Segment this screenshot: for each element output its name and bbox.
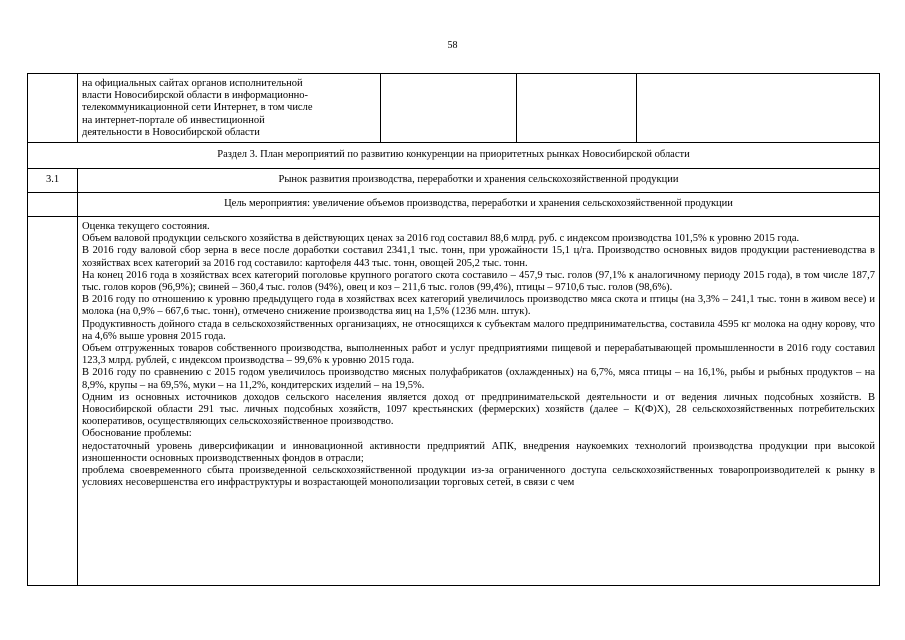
body-paragraph: На конец 2016 года в хозяйствах всех категорий поголовье крупного рогатого скота составило – 457,9 тыс. голов (97,1% к аналогичному периоду 2015 года), в том числе 187,7 тыс. голов коров (96,9%); свиней – 360,4 тыс. голов (94%), овец и коз – 211,6 тыс. голов (99,4%), птицы – 9710,6 тыс. голов (98,6%). [82, 269, 875, 294]
cell-empty [517, 74, 637, 143]
intro-line: деятельности в Новосибирской области [82, 126, 260, 138]
item-title: Рынок развития производства, переработки и хранения сельскохозяйственной продукции [78, 169, 880, 193]
cell-empty [637, 74, 880, 143]
body-paragraph: Объем валовой продукции сельского хозяйства в действующих ценах за 2016 год составил 88,6 млрд. руб. с индексом производства 101,5% к уровню 2015 года. [82, 233, 800, 245]
table-row-section [28, 143, 880, 169]
body-paragraph: Оценка текущего состояния. [82, 221, 210, 233]
item-number: 3.1 [28, 169, 78, 193]
intro-line: власти Новосибирской области в информационно- [82, 90, 309, 102]
intro-line: телекоммуникационной сети Интернет, в том числе [82, 102, 313, 114]
measures-table [27, 73, 880, 586]
body-paragraph: Продуктивность дойного стада в сельскохозяйственных организациях, не относящихся к субъектам малого предпринимательства, составила 4595 кг молока на одну корову, что на 4,6% выше уровня 2015 года. [82, 318, 875, 342]
body-paragraph: В 2016 году по отношению к уровню предыдущего года в хозяйствах всех категорий увеличилось производство мяса скота и птицы (на 3,3% – 241,1 тыс. тонн в живом весе) и молока (на 0,9% – 667,6 тыс. тонн), отмечено снижение производства яиц на 1,5% (1236 млн. штук). [82, 294, 875, 318]
body-paragraph: Объем отгруженных товаров собственного производства, выполненных работ и услуг предприятиями пищевой и перерабатывающей промышленности в 2016 году составил 123,3 млрд. рублей, с индексом производства – 99,6% к уровню 2015 года. [82, 343, 875, 367]
intro-line: на интернет-портале об инвестиционной [82, 114, 265, 126]
intro-line: на официальных сайтах органов исполнительной [82, 78, 303, 89]
cell-intro-text [78, 74, 381, 143]
cell-number-empty [28, 74, 78, 143]
body-paragraph: Обоснование проблемы: [82, 428, 192, 440]
cell-number-empty [28, 217, 78, 586]
body-paragraph: В 2016 году по сравнению с 2015 годом увеличилось производство мясных полуфабрикатов (охлажденных) на 6,7%, мяса птицы – на 16,1%, рыбы и рыбных продуктов – на 8,9%, крупы – на 69,5%, муки – на 11,2%, кондитерских изделий – на 19,5%. [82, 367, 875, 391]
section-title: Раздел 3. План мероприятий по развитию конкуренции на приоритетных рынках Новосибирской области [28, 143, 880, 169]
table-row-item [28, 169, 880, 193]
cell-empty [381, 74, 517, 143]
table-row-goal [28, 193, 880, 217]
goal-text: Цель мероприятия: увеличение объемов производства, переработки и хранения сельскохозяйственной продукции [78, 193, 880, 217]
body-paragraph: недостаточный уровень диверсификации и инновационной активности предприятий АПК, внедрения наукоемких технологий производства продукции при высокой изношенности основных производственных фондов в отрасли; [82, 440, 875, 464]
cell-number-empty [28, 193, 78, 217]
body-paragraph: проблема своевременного сбыта произведенной сельскохозяйственной продукции из-за ограниченного доступа сельскохозяйственных товаропроизводителей к рынку в условиях несовершенства его инфраструктуры и возрастающей монополизации торговых сетей, в связи с чем [82, 465, 875, 489]
body-paragraph: В 2016 году валовой сбор зерна в весе после доработки составил 2341,1 тыс. тонн, при урожайности 15,1 ц/га. Производство основных видов продукции растениеводства в хозяйствах всех категорий за 2016 год составило: картофеля 443 тыс. тонн, овощей 205,2 тыс. тонн. [82, 245, 875, 269]
page-number: 58 [447, 40, 458, 51]
table-row-body [28, 217, 880, 586]
body-paragraph: Одним из основных источников доходов сельского населения является доход от предпринимательской деятельности и от ведения личных подсобных хозяйств. В Новосибирской области 291 тыс. личных подсобных хозяйств, 1097 крестьянских (фермерских) хозяйств (далее – К(Ф)Х), 28 сельскохозяйственных потребительских кооперативов, осуществляющих сельскохозяйственное производство. [82, 391, 875, 428]
body-text-cell [78, 217, 880, 586]
table-row-intro [28, 74, 880, 143]
